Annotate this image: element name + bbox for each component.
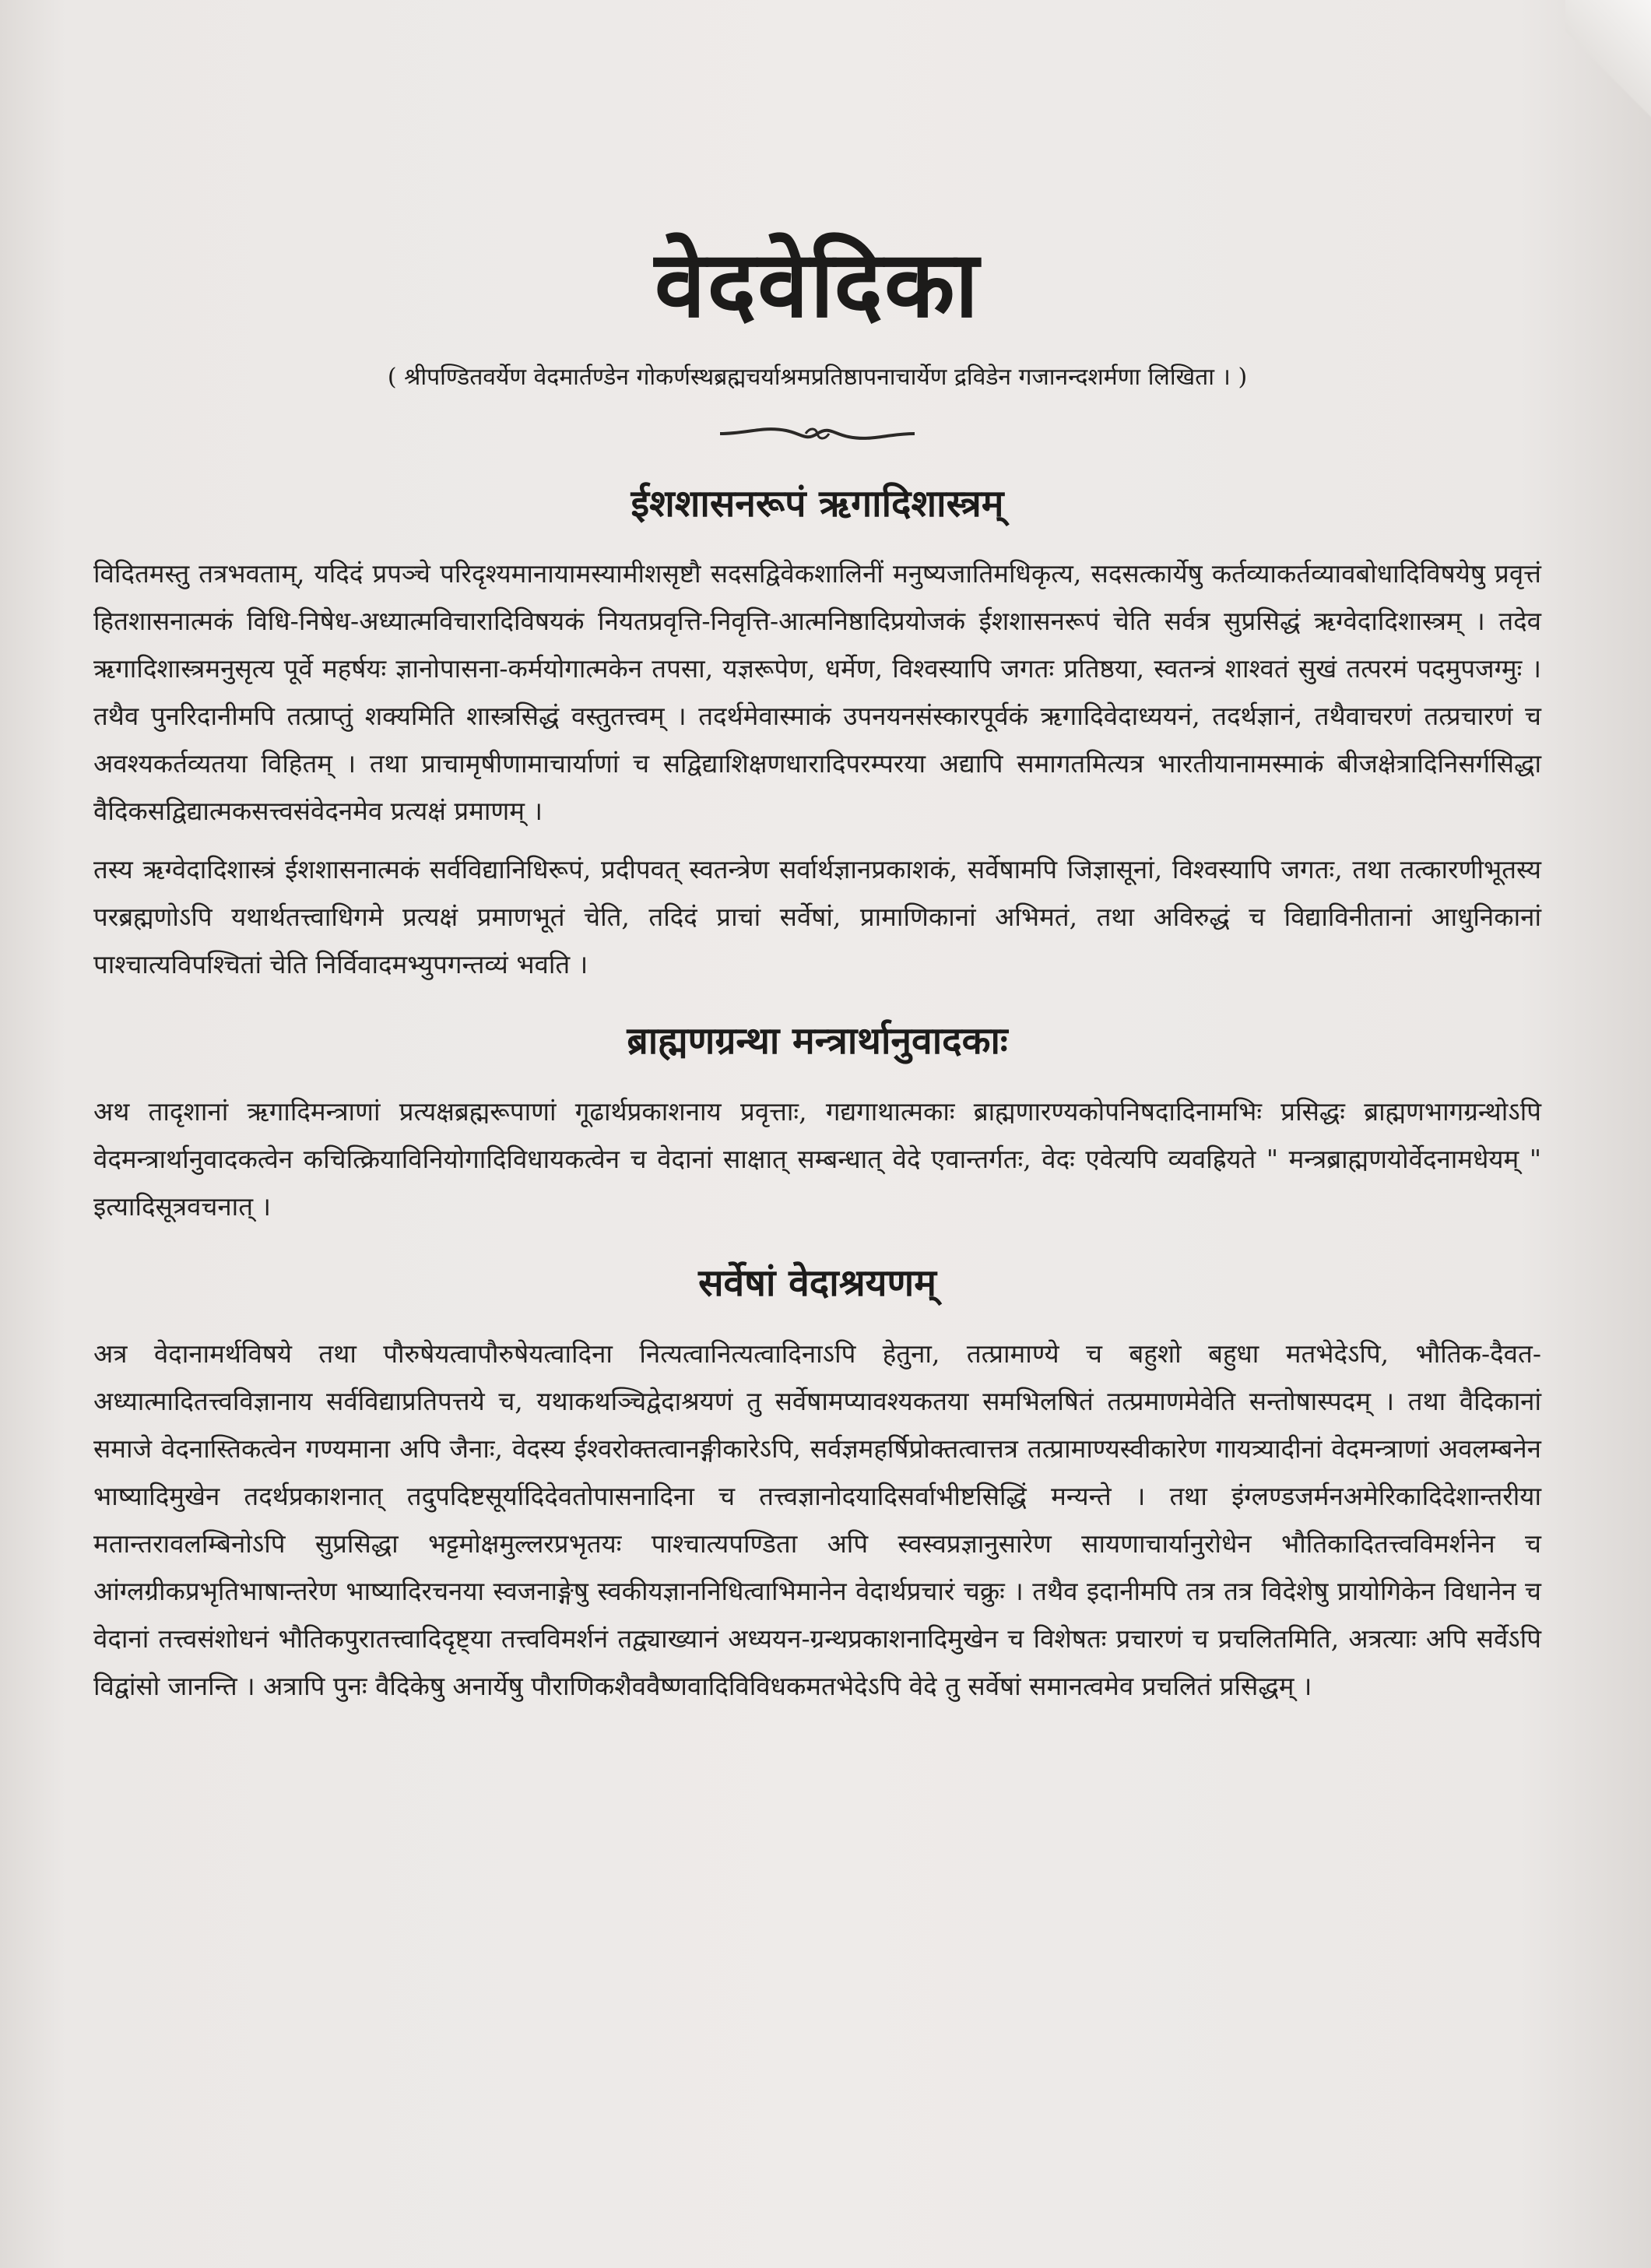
section-heading: ब्राह्मणग्रन्था मन्त्रार्थानुवादकाः — [627, 1019, 1008, 1064]
paragraph: अत्र वेदानामर्थविषये तथा पौरुषेयत्वापौरुषेयत्वादिना नित्यत्वानित्यत्वादिनाऽपि हेतुना, तत्प्रामाण्ये च बहुशो बहुधा मतभेदेऽपि, भौतिक-दैवत-अध्यात्मादितत्त्वविज्ञानाय सर्वविद्याप्रतिपत्तये च, यथाकथञ्चिद्वेदाश्रयणं तु सर्वेषामप्यावश्यकतया समभिलषितं तत्प्रमाणमेवेति सन्तोषास्पदम् । तथा वैदिकानां समाजे वेदनास्तिकत्वेन गण्यमाना अपि जैनाः, वेदस्य ईश्वरोक्तत्वानङ्गीकारेऽपि, सर्वज्ञमहर्षिप्रोक्तत्वात्तत्र तत्प्रामाण्यस्वीकारेण गायत्र्यादीनां वेदमन्त्राणां अवलम्बनेन भाष्यादिमुखेन तदर्थप्रकाशनात् तदुपदिष्टसूर्यादिदेवतोपासनादिना च तत्त्वज्ञानोदयादिसर्वाभीष्टसिद्धिं मन्यन्ते । तथा इंग्लण्डजर्मनअमेरिकादिदेशान्तरीया मतान्तरावलम्बिनोऽपि सुप्रसिद्धा भट्टमोक्षमुल्लरप्रभृतयः पाश्चात्यपण्डिता अपि स्वस्वप्रज्ञानुसारेण सायणाचार्यानुरोधेन भौतिकादितत्त्वविमर्शनेन च आंग्लग्रीकप्रभृतिभाषान्तरेण भाष्यादिरचनया स्वजनाङ्गेषु स्वकीयज्ञाननिधित्वाभिमानेन वेदार्थप्रचारं चक्रुः । तथैव इदानीमपि तत्र तत्र विदेशेषु प्रायोगिकेन विधानेन च वेदानां तत्त्वसंशोधनं भौतिकपुरातत्त्वादिदृष्ट्या तत्त्वविमर्शनं तद्व्याख्यानं अध्ययन-ग्रन्थप्रकाशनादिमुखेन च विशेषतः प्रचारणं च प्रचलितमिति, अत्रत्याः अपि सर्वेऽपि विद्वांसो जानन्ति । अत्रापि पुनः वैदिकेषु अनार्येषु पौराणिकशैववैष्णवादिविविधकमतभेदेऽपि वेदे तु सर्वेषां समानत्वमेव प्रचलितं प्रसिद्धम् । — [93, 1338, 1541, 1701]
author-byline: ( श्रीपण्डितवर्येण वेदमार्तण्डेन गोकर्णस्थब्रह्मचर्याश्रमप्रतिष्ठापनाचार्येण द्रविडेन गजानन्दशर्मणा लिखिता । ) — [387, 363, 1248, 391]
folded-corner — [1565, 0, 1651, 171]
paragraph: तस्य ऋग्वेदादिशास्त्रं ईशशासनात्मकं सर्वविद्यानिधिरूपं, प्रदीपवत् स्वतन्त्रेण सर्वार्थज्ञानप्रकाशकं, सर्वेषामपि जिज्ञासूनां, विश्वस्यापि जगतः, तथा तत्कारणीभूतस्य परब्रह्मणोऽपि यथार्थतत्त्वाधिगमे प्रत्यक्षं प्रमाणभूतं चेति, तदिदं प्राचां सर्वेषां, प्रामाणिकानां अभिमतं, तथा अविरुद्धं च विद्याविनीतानां आधुनिकानां पाश्चात्यविपश्चितां चेति निर्विवादमभ्युपगन्तव्यं भवति । — [93, 854, 1541, 980]
document-title: वेदवेदिका — [654, 230, 981, 338]
section-heading: सर्वेषां वेदाश्रयणम् — [698, 1261, 936, 1305]
flourish-icon — [716, 420, 919, 448]
paragraph: अथ तादृशानां ऋगादिमन्त्राणां प्रत्यक्षब्रह्मरूपाणां गूढार्थप्रकाशनाय प्रवृत्ताः, गद्यगाथात्मकाः ब्राह्मणारण्यकोपनिषदादिनामभिः प्रसिद्धः ब्राह्मणभागग्रन्थोऽपि वेदमन्त्रार्थानुवादकत्वेन कचित्क्रियाविनियोगादिविधायकत्वेन च वेदानां साक्षात् सम्बन्धात् वेदे एवान्तर्गतः, वेदः एवेत्यपि व्यवह्रियते " मन्त्रब्राह्मणयोर्वेदनामधेयम् " इत्यादिसूत्रवचनात् । — [93, 1095, 1541, 1222]
ornament-divider — [93, 420, 1541, 451]
document-body — [93, 230, 1541, 1721]
section-heading: ईशशासनरूपं ऋगादिशास्त्रम् — [631, 481, 1004, 526]
paragraph: विदितमस्तु तत्रभवताम्, यदिदं प्रपञ्चे परिदृश्यमानायामस्यामीशसृष्टौ सदसद्विवेकशालिनीं मनुष्यजातिमधिकृत्य, सदसत्कार्येषु कर्तव्याकर्तव्यावबोधादिविषयेषु प्रवृत्तं हितशासनात्मकं विधि-निषेध-अध्यात्मविचारादिविषयकं नियतप्रवृत्ति-निवृत्ति-आत्मनिष्ठादिप्रयोजकं ईशशासनरूपं चेति सर्वत्र सुप्रसिद्धं ऋग्वेदादिशास्त्रम् । तदेव ऋगादिशास्त्रमनुसृत्य पूर्वे महर्षयः ज्ञानोपासना-कर्मयोगात्मकेन तपसा, यज्ञरूपेण, धर्मेण, विश्वस्यापि जगतः प्रतिष्ठया, स्वतन्त्रं शाश्वतं सुखं तत्परमं पदमुपजग्मुः । तथैव पुनरिदानीमपि तत्प्राप्तुं शक्यमिति शास्त्रसिद्धं वस्तुतत्त्वम् । तदर्थमेवास्माकं उपनयनसंस्कारपूर्वकं ऋगादिवेदाध्ययनं, तदर्थज्ञानं, तथैवाचरणं तत्प्रचारणं च अवश्यकर्तव्यतया विहितम् । तथा प्राचामृषीणामाचार्याणां च सद्विद्याशिक्षणधारादिपरम्परया अद्यापि समागतमित्यत्र भारतीयानामस्माकं बीजक्षेत्रादिनिसर्गसिद्धा वैदिकसद्विद्यात्मकसत्त्वसंवेदनमेव प्रत्यक्षं प्रमाणम् । — [93, 558, 1541, 827]
